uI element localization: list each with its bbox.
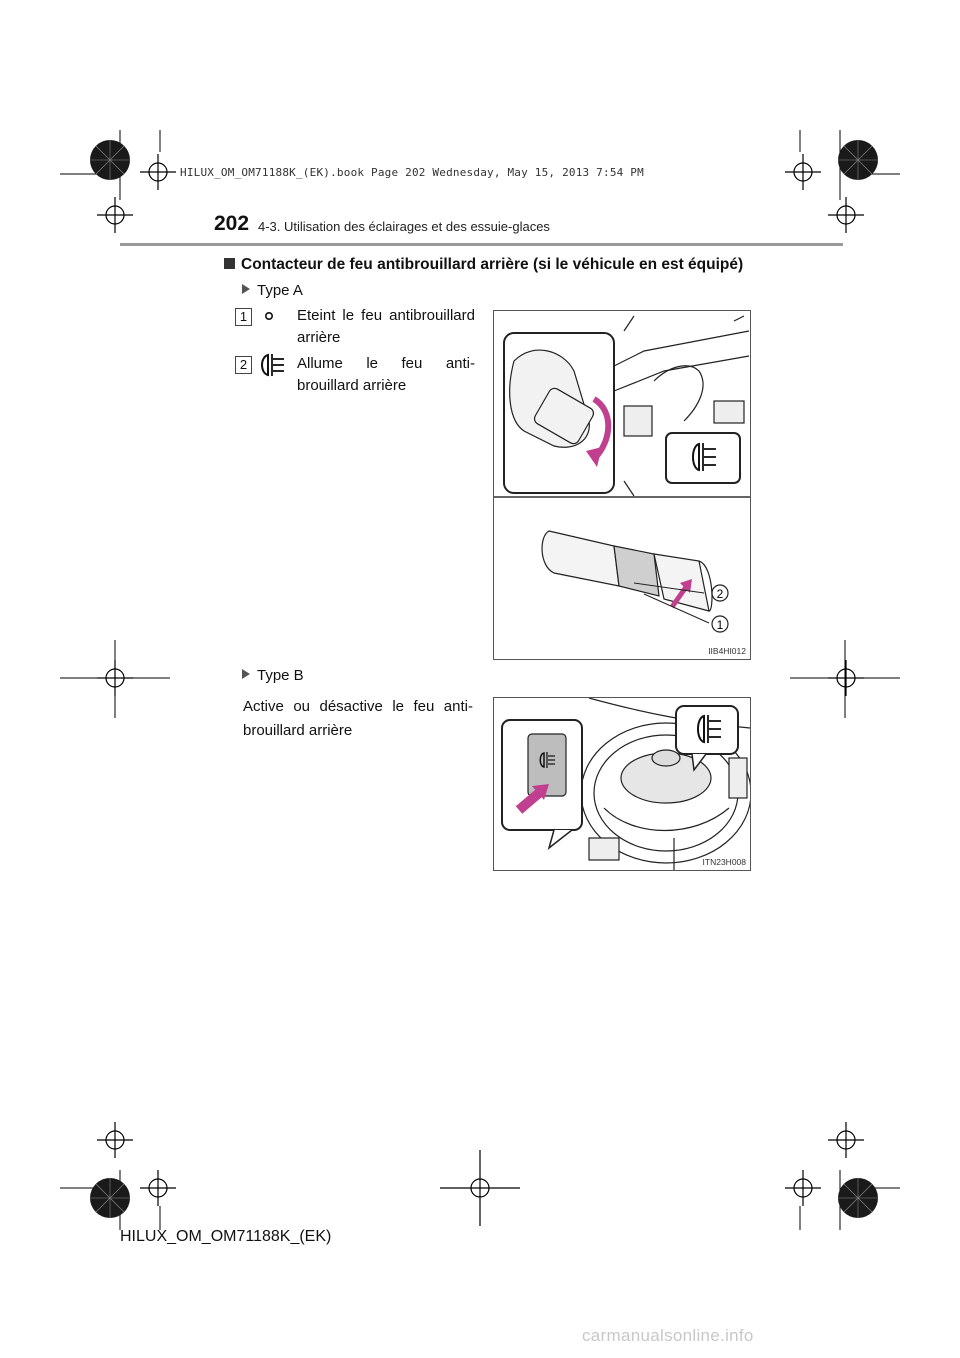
book-header: HILUX_OM_OM71188K_(EK).book Page 202 Wednesday, May 15, 2013 7:54 PM	[180, 166, 644, 179]
item-number-1: 1	[235, 308, 252, 326]
footer-doc-code: HILUX_OM_OM71188K_(EK)	[120, 1228, 332, 1245]
rear-fog-light-icon	[256, 352, 288, 378]
off-circle-icon	[262, 308, 276, 324]
figure-type-b	[493, 697, 751, 871]
item-1-text: Eteint le feu antibrouillard arrière	[297, 307, 475, 346]
figure-code: IIB4HI012	[708, 646, 746, 656]
triangle-bullet-icon	[242, 284, 250, 294]
header-rule	[120, 243, 843, 246]
callout-2: 2	[716, 587, 724, 601]
section-heading	[224, 256, 743, 274]
type-a-label: Type A	[242, 282, 303, 299]
item-number-2: 2	[235, 356, 252, 374]
type-b-label: Type B	[242, 667, 304, 684]
heading-text: Contacteur de feu antibrouillard arrière (si le véhicule en est équipé)	[241, 256, 744, 273]
bullet-square-icon	[224, 258, 235, 269]
type-b-text: Active ou désactive le feu anti-brouillard arrière	[243, 698, 473, 739]
fog-switch-illustration	[494, 311, 750, 659]
steering-wheel-illustration	[494, 698, 750, 870]
watermark: carmanualsonline.info	[582, 1326, 754, 1345]
callout-1: 1	[716, 618, 724, 632]
figure-type-a	[493, 310, 751, 660]
triangle-bullet-icon	[242, 669, 250, 679]
figure-code: ITN23H008	[702, 857, 746, 867]
item-2-text: Allume le feu anti-brouillard arrière	[297, 355, 475, 394]
section-title: 4-3. Utilisation des éclairages et des essuie-glaces	[258, 219, 550, 234]
page-number: 202	[214, 212, 250, 235]
